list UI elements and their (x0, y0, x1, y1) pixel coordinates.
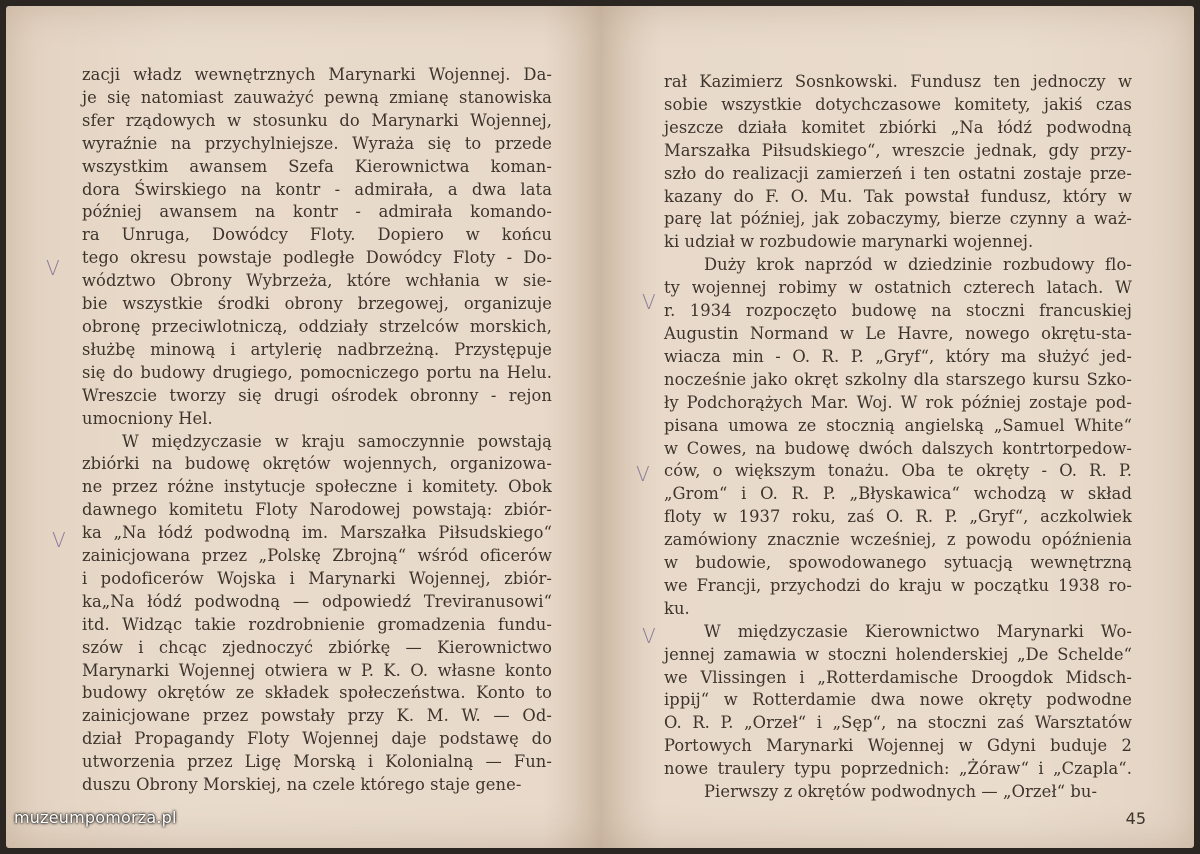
watermark: muzeumpomorza.pl (14, 808, 177, 827)
book-spread (6, 6, 1194, 848)
text-line: utworzenia przez Ligę Morską i Kolonialną — Fun- (82, 752, 552, 772)
margin-mark: V (52, 528, 66, 552)
text-line: służbę minową i artylerię nadbrzeżną. Przystępuje (82, 339, 552, 359)
margin-mark: V (642, 624, 656, 648)
margin-mark: V (636, 462, 650, 486)
right-page-text (664, 71, 1132, 804)
text-line: Marynarki Wojennej otwiera w P. K. O. własne konto (82, 660, 552, 680)
text-line: O. R. P. „Orzeł“ i „Sęp“, na stoczni zaś Warsztatów (664, 713, 1132, 733)
text-line: w budowie, spowodowanego sytuacją wewnętrzną (664, 553, 1132, 573)
text-line: ra Unruga, Dowódcy Floty. Dopiero w końcu (82, 225, 552, 245)
text-line: ippij“ w Rotterdamie dwa nowe okręty podwodne (664, 690, 1132, 710)
text-line: wyraźnie na przychylniejsze. Wyraża się to przede (82, 133, 552, 153)
text-line: później awansem na kontr - admirała komando- (82, 202, 552, 222)
text-line: umocniony Hel. (82, 408, 213, 428)
text-line: dział Propagandy Floty Wojennej daje podstawę do (82, 729, 552, 749)
text-line: ku. (664, 598, 690, 618)
text-line: ka„Na łódź podwodną — odpowiedź Treviranusowi“ (82, 591, 552, 611)
text-line: szło do realizacji zamierzeń i ten ostatni zostaje prze- (664, 163, 1132, 183)
text-line: szów i chcąc zjednoczyć zbiórkę — Kierownictwo (82, 637, 552, 657)
text-line: się do budowy drugiego, pomocniczego portu na Helu. (82, 362, 552, 382)
text-line: budowy okrętów ze składek społeczeństwa. Konto to (82, 683, 552, 703)
text-line: tego okresu powstaje podległe Dowódcy Floty - Do- (82, 248, 552, 268)
text-line: parę lat później, jak zobaczymy, bierze czynny a waż- (664, 209, 1132, 229)
text-line: zbiórki na budowę okrętów wojennych, organizowa- (82, 454, 552, 474)
text-line: duszu Obrony Morskiej, na czele którego staje gene- (82, 775, 522, 795)
text-line: bie wszystkie środki obrony brzegowej, organizuje (82, 294, 552, 314)
text-line: W międzyczasie Kierownictwo Marynarki Wo- (704, 621, 1132, 641)
text-line: „Grom“ i O. R. P. „Błyskawica“ wchodzą w skład (664, 484, 1132, 504)
text-line: pisana umowa ze stocznią angielską „Samuel White“ (664, 415, 1132, 435)
text-line: dora Świrskiego na kontr - admirała, a dwa lata (82, 179, 552, 199)
text-line: Marszałka Piłsudskiego“, wreszcie jednak, gdy przy- (664, 140, 1132, 160)
left-page-text (82, 64, 552, 797)
text-line: we Vlissingen i „Rotterdamische Droogdok Midsch- (664, 667, 1132, 687)
right-page (602, 6, 1194, 848)
text-line: w Cowes, na budowę dwóch dalszych kontrtorpedow- (664, 438, 1132, 458)
text-line: sfer rządowych w stosunku do Marynarki Wojennej, (82, 110, 552, 130)
text-line: wiacza min - O. R. P. „Gryf“, który ma służyć jed- (664, 346, 1132, 366)
text-line: wszystkim awansem Szefa Kierownictwa koman- (82, 156, 552, 176)
text-line: ły Podchorążych Mar. Woj. W rok później zostaje pod- (664, 392, 1132, 412)
text-line: ka „Na łódź podwodną im. Marszałka Piłsudskiego“ (82, 523, 552, 543)
text-line: floty w 1937 roku, zaś O. R. P. „Gryf“, aczkolwiek (664, 507, 1132, 527)
text-line: rał Kazimierz Sosnkowski. Fundusz ten jednoczy w (664, 72, 1132, 91)
left-page (6, 6, 602, 848)
text-line: nocześnie jako okręt szkolny dla starszego kursu Szko- (664, 369, 1132, 389)
text-line: ty wojennej robimy w ostatnich czterech latach. W (664, 278, 1132, 298)
text-line: we Francji, przychodzi do kraju w początku 1938 ro- (664, 575, 1132, 595)
text-line: dawnego komitetu Floty Narodowej powstają: zbiór- (82, 500, 552, 520)
text-line: je się natomiast zauważyć pewną zmianę stanowiska (82, 87, 552, 107)
text-line: zainicjowane przez powstały przy K. M. W. — Od- (82, 706, 552, 726)
text-line: Wreszcie tworzy się drugi ośrodek obronny - rejon (82, 385, 552, 405)
text-line: Portowych Marynarki Wojennej w Gdyni buduje 2 (664, 736, 1132, 756)
text-line: jennej zamawia w stoczni holenderskiej „De Schelde“ (664, 644, 1132, 664)
text-line: i podoficerów Wojska i Marynarki Wojennej, zbiór- (82, 568, 552, 588)
text-line: r. 1934 rozpoczęto budowę na stoczni francuskiej (664, 301, 1132, 321)
text-line: nowe traulery typu poprzednich: „Żóraw“ i „Czapla“. (664, 759, 1132, 779)
margin-mark: V (46, 256, 60, 280)
text-line: sobie wszystkie dotychczasowe komitety, jakiś czas (664, 94, 1132, 114)
text-line: zainicjowana przez „Polskę Zbrojną“ wśród oficerów (82, 546, 552, 566)
text-line: Pierwszy z okrętów podwodnych — „Orzeł“ bu- (704, 782, 1098, 802)
text-line: W międzyczasie w kraju samoczynnie powstają (122, 431, 552, 451)
text-line: itd. Widząc takie rozdrobnienie gromadzenia fundu- (82, 614, 552, 634)
text-line: Duży krok naprzód w dziedzinie rozbudowy flo- (704, 255, 1132, 275)
page-number: 45 (1125, 809, 1146, 828)
text-line: Augustin Normand w Le Havre, nowego okrętu-sta- (664, 323, 1132, 343)
text-line: wództwo Obrony Wybrzeża, które wchłania w sie- (82, 271, 552, 291)
text-line: ki udział w rozbudowie marynarki wojennej. (664, 232, 1034, 252)
text-line: obronę przeciwlotniczą, oddziały strzelców morskich, (82, 316, 552, 336)
text-line: zamówiony znacznie wcześniej, z powodu opóźnienia (664, 530, 1132, 550)
text-line: kazany do F. O. Mu. Tak powstał fundusz, który w (664, 186, 1132, 206)
text-line: zacji władz wewnętrznych Marynarki Wojennej. Da- (82, 65, 552, 84)
text-line: jeszcze działa komitet zbiórki „Na łódź podwodną (664, 117, 1132, 137)
margin-mark: V (642, 290, 656, 314)
text-line: ne przez różne instytucje społeczne i komitety. Obok (82, 477, 552, 497)
text-line: ców, o większym tonażu. Oba te okręty - O. R. P. (664, 461, 1132, 481)
